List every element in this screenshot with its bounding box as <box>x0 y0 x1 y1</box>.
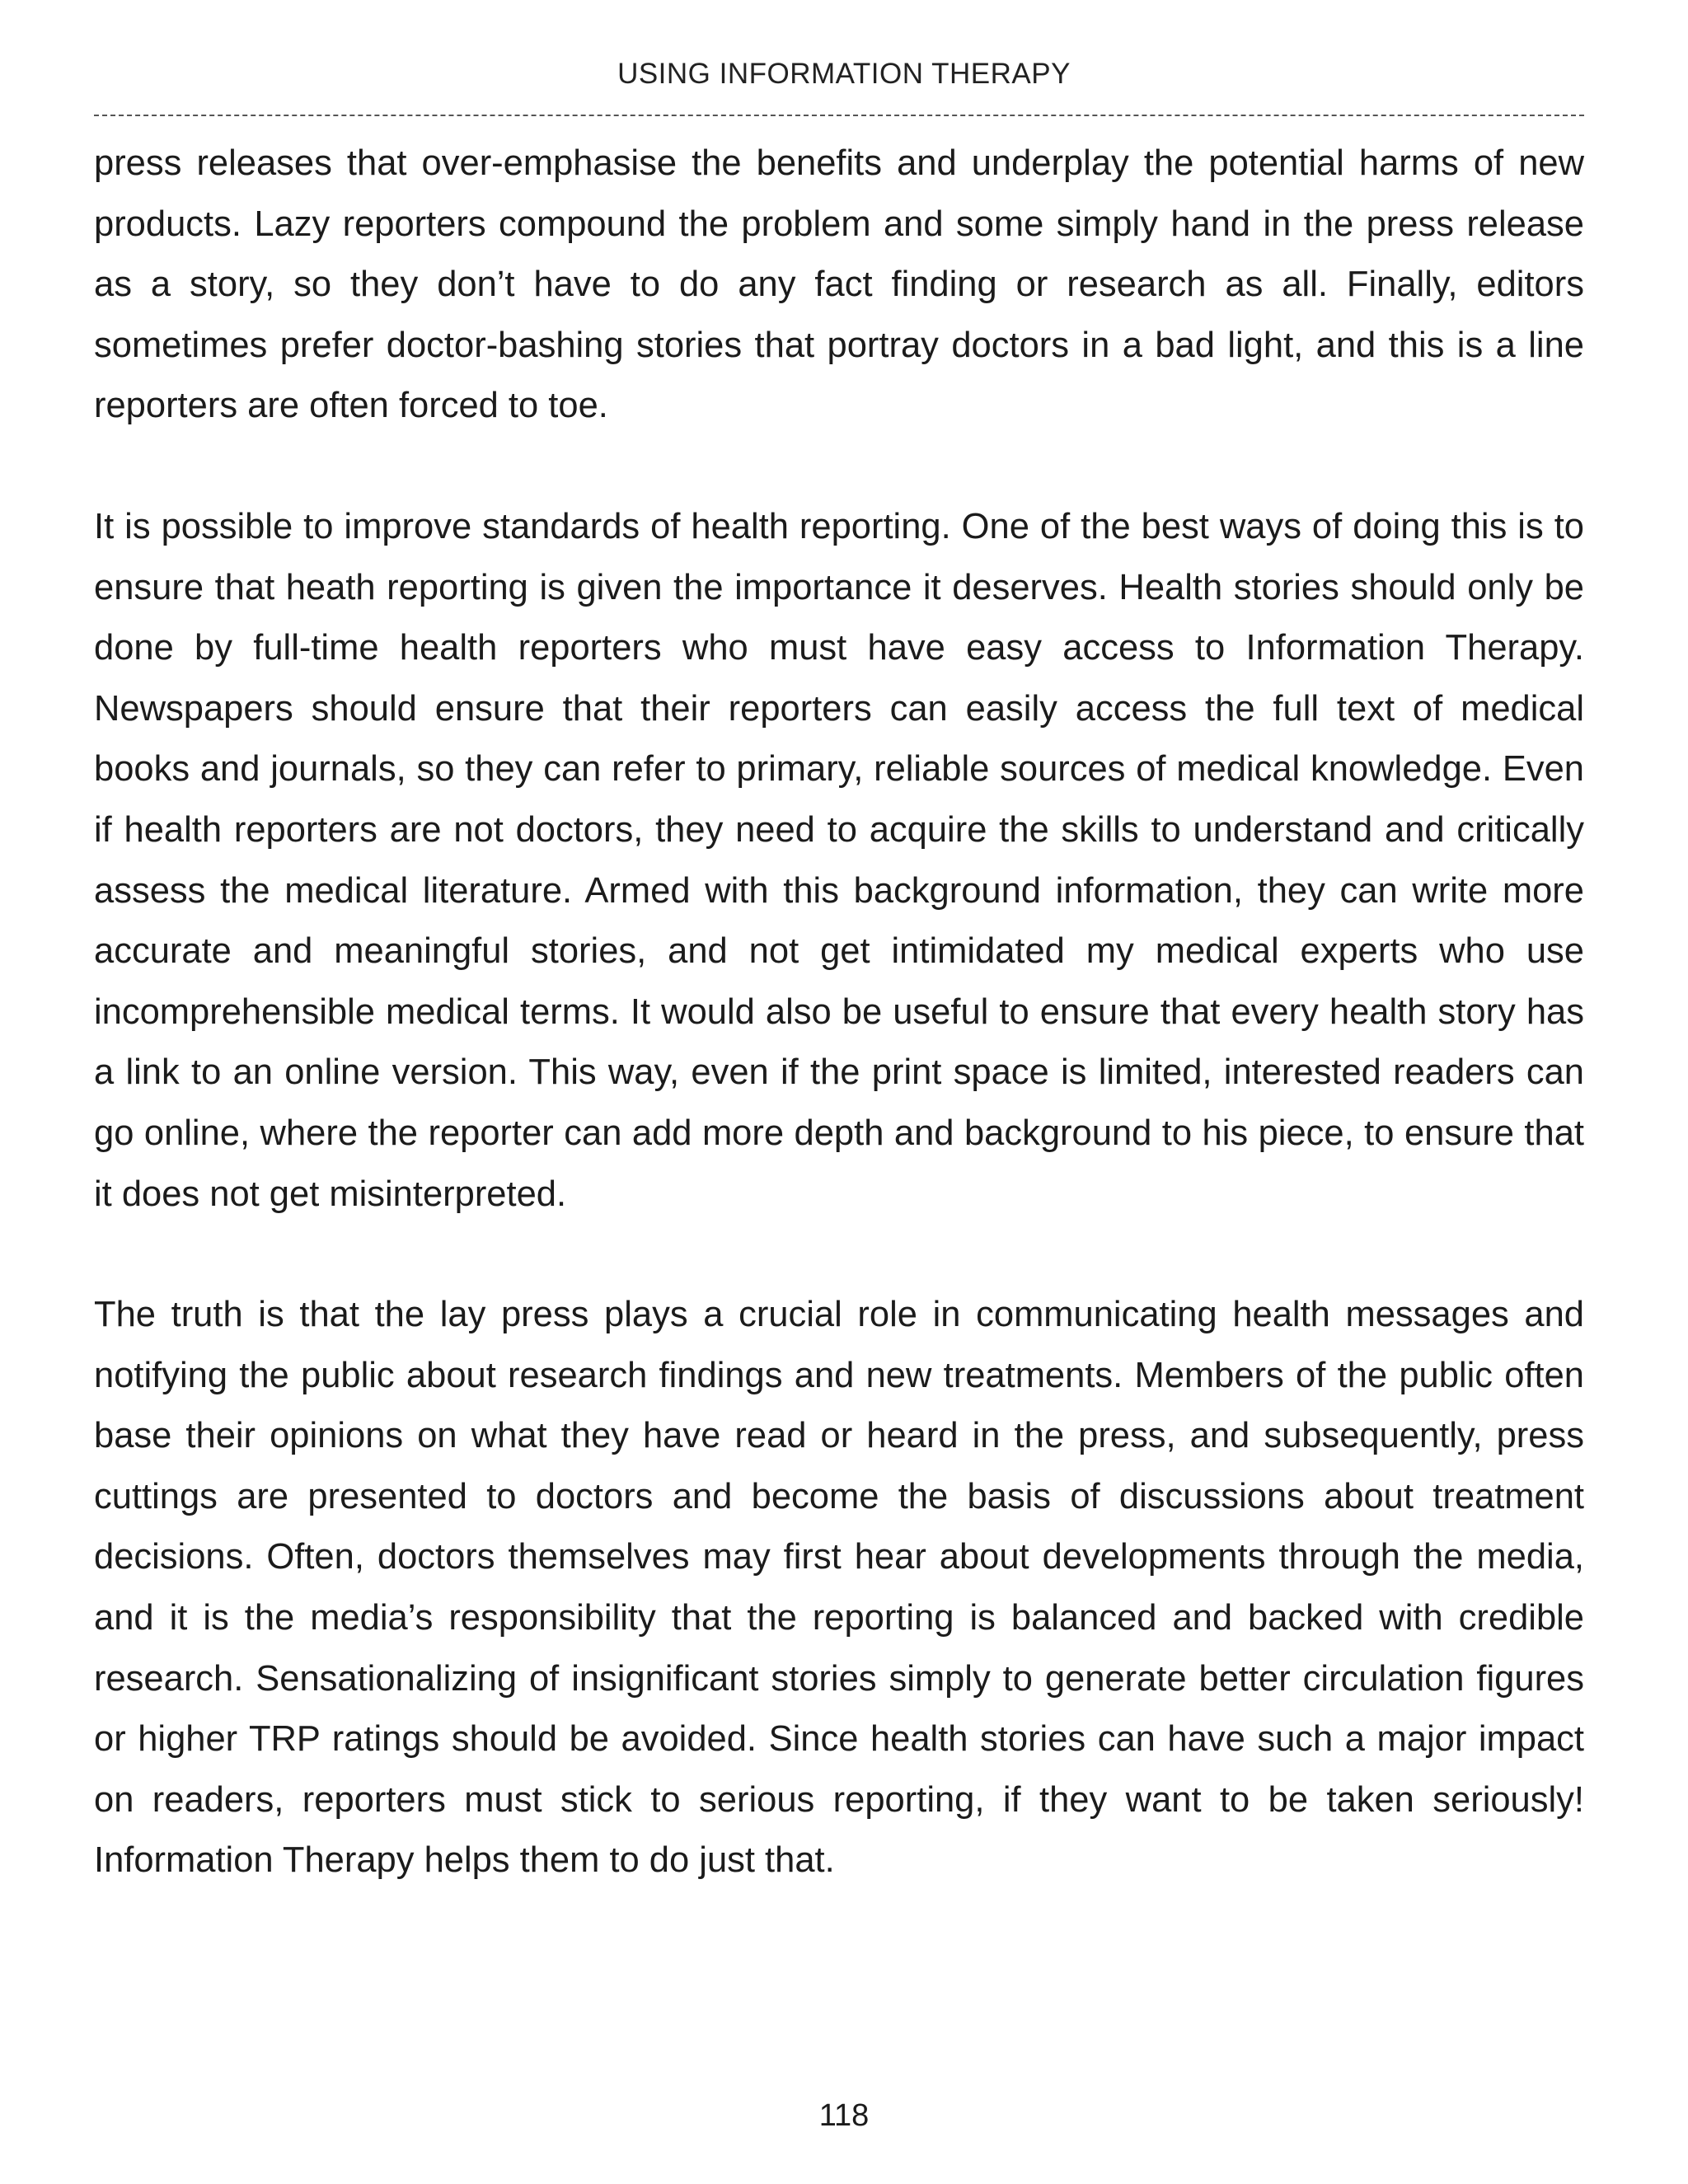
paragraph-2: It is possible to improve standards of health reporting. One of the best ways of doing this is to ensure that heath reporting is given the importance it deserves. Health stories should only be done by full-time health reporters who must have easy access to Information Therapy. Newspapers should ensure that their reporters can easily access the full text of medical books and journals, so they can refer to primary, reliable sources of medical knowledge. Even if health reporters are not doctors, they need to acquire the skills to understand and critically assess the medical literature. Armed with this background information, they can write more accurate and meaningful stories, and not get intimidated my medical experts who use incomprehensible medical terms. It would also be useful to ensure that every health story has a link to an online version. This way, even if the print space is limited, interested readers can go online, where the reporter can add more depth and background to his piece, to ensure that it does not get misinterpreted. <box>94 506 1584 1214</box>
running-header: USING INFORMATION THERAPY <box>617 58 1071 90</box>
page-number: 118 <box>818 2098 870 2133</box>
paragraph-3: The truth is that the lay press plays a crucial role in communicating health messages and notifying the public about research findings and new treatments. Members of the public often base their opinions on what they have read or heard in the press, and subsequently, press cuttings are presented to doctors and become the basis of discussions about treatment decisions. Often, doctors themselves may first hear about developments through the media, and it is the media’s responsibility that the reporting is balanced and backed with credible research. Sensationalizing of insignificant stories simply to generate better circulation figures or higher TRP ratings should be avoided. Since health stories can have such a major impact on readers, reporters must stick to serious reporting, if they want to be taken seriously! Information Therapy helps them to do just that. <box>94 1295 1584 1881</box>
body-text <box>94 134 1584 1952</box>
header-divider <box>94 115 1584 116</box>
paragraph-1: press releases that over-emphasise the benefits and underplay the potential harms of new products. Lazy reporters compound the problem and some simply hand in the press release as a story, so they don’t have to do any fact finding or research as all. Finally, editors sometimes prefer doctor-bashing stories that portray doctors in a bad light, and this is a line reporters are often forced to toe. <box>94 143 1584 426</box>
